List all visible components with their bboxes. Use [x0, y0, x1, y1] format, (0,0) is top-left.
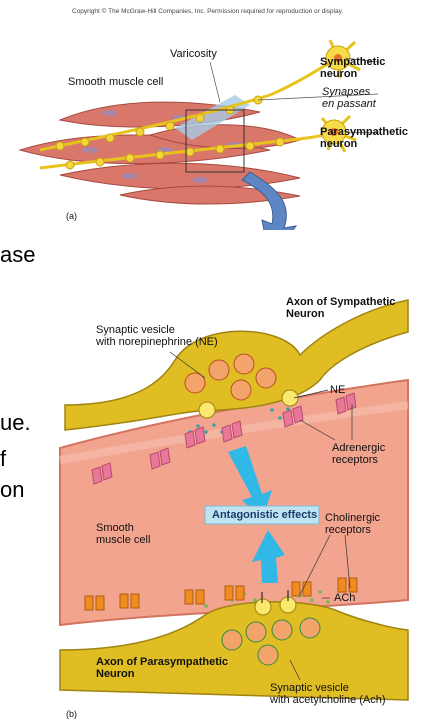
- parasympathetic-neuron-label-2: neuron: [320, 138, 358, 150]
- antagonistic-effects-label: Antagonistic effects: [212, 509, 318, 521]
- side-text-4: on: [0, 477, 25, 502]
- synaptic-vesicle-ach-label-1: Synaptic vesicle: [270, 682, 349, 694]
- synapses-en-passant-label-2: en passant: [322, 98, 376, 110]
- copyright-notice: Copyright © The McGraw-Hill Companies, Inc. Permission required for reproduction or display.: [72, 8, 344, 15]
- smooth-muscle-cell-label: Smooth muscle cell: [68, 76, 164, 88]
- parasympathetic-neuron-label-1: Parasympathetic: [320, 126, 409, 138]
- side-text-1: ase: [0, 242, 36, 267]
- sympathetic-neuron-label-2: neuron: [320, 68, 358, 80]
- panel-a-label: (a): [66, 211, 77, 221]
- smooth-muscle-label-2: muscle cell: [96, 534, 151, 546]
- ne-label: NE: [330, 384, 346, 396]
- axon-parasympathetic-label-1: Axon of Parasympathetic: [96, 656, 229, 668]
- axon-parasympathetic-label-2: Neuron: [96, 668, 135, 680]
- side-text-2: ue.: [0, 410, 31, 435]
- adrenergic-receptors-label-1: Adrenergic: [332, 442, 386, 454]
- cholinergic-receptors-label-1: Cholinergic: [325, 512, 381, 524]
- sympathetic-neuron-label-1: Sympathetic: [320, 56, 386, 68]
- adrenergic-receptors-label-2: receptors: [332, 454, 378, 466]
- synaptic-vesicle-ach-label-2: with acetylcholine (Ach): [270, 694, 386, 706]
- side-text-3: f: [0, 446, 7, 471]
- ach-label: ACh: [334, 592, 356, 604]
- synaptic-vesicle-ne-label-2: with norepinephrine (NE): [96, 336, 218, 348]
- synapses-en-passant-label-1: Synapses: [322, 86, 371, 98]
- cholinergic-receptors-label-2: receptors: [325, 524, 371, 536]
- axon-sympathetic-label-1: Axon of Sympathetic: [286, 296, 396, 308]
- axon-sympathetic-label-2: Neuron: [286, 308, 325, 320]
- varicosity-label: Varicosity: [170, 48, 217, 60]
- smooth-muscle-label-1: Smooth: [96, 522, 134, 534]
- panel-b-label: (b): [66, 709, 77, 719]
- synaptic-vesicle-ne-label-1: Synaptic vesicle: [96, 324, 175, 336]
